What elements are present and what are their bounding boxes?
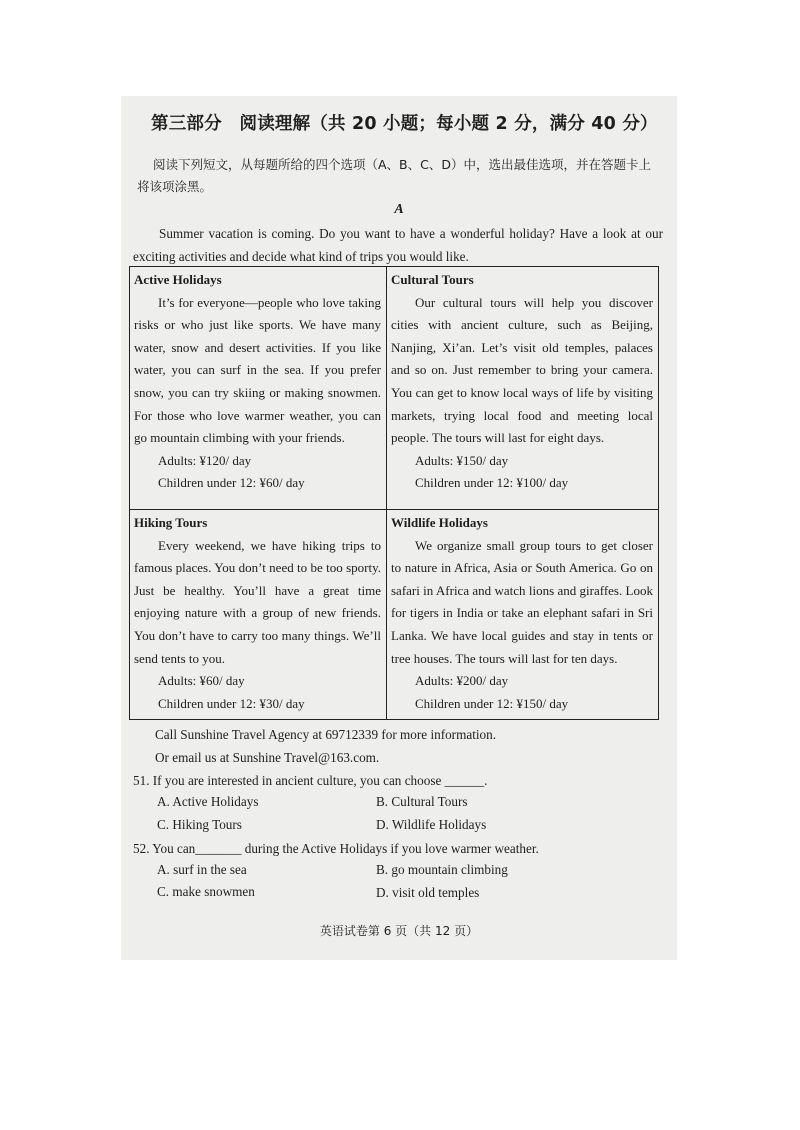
option-a: A. Active Holidays — [157, 794, 259, 809]
question-52 — [133, 838, 663, 860]
question-stem: 51. If you are interested in ancient culture, you can choose ______. — [133, 773, 488, 788]
box-hiking-tours — [130, 510, 386, 719]
box-wildlife-holidays — [387, 510, 658, 719]
price-adults: Adults: ¥200/ day — [415, 673, 509, 689]
option-a: A. surf in the sea — [157, 862, 247, 877]
contact-email: Or email us at Sunshine Travel@163.com. — [155, 749, 380, 765]
contact-phone: Call Sunshine Travel Agency at 69712339 for more information. — [155, 727, 496, 742]
instructions: 阅读下列短文，从每题所给的四个选项（A、B、C、D）中，选出最佳选项，并在答题卡上将该项涂黑。 — [137, 157, 651, 194]
box-body: It’s for everyone—people who love taking risks or who just like sports. We have many water, snow and desert activities. If you like water, you can surf in the sea. If you prefer snow, you can try skiing or making snowmen. For those who love warmer weather, you can go mountain climbing with your friends. — [134, 294, 381, 446]
contact-info — [133, 724, 663, 769]
activities-table — [129, 266, 659, 720]
box-body: Our cultural tours will help you discover cities with ancient culture, such as Beijing, Nanjing, Xi’an. Let’s visit old temples, palaces and so on. Just remember to bring your camera. You can get to know local ways of life by visiting markets, trying local food and meeting local people. The tours will last for eight days. — [391, 294, 653, 446]
box-title: Active Holidays — [134, 272, 222, 287]
question-stem: 52. You can_______ during the Active Holidays if you love warmer weather. — [133, 841, 539, 856]
price-children: Children under 12: ¥150/ day — [415, 695, 569, 711]
price-children: Children under 12: ¥100/ day — [415, 475, 569, 491]
option-c: C. Hiking Tours — [157, 817, 242, 832]
box-cultural-tours — [387, 267, 658, 509]
box-title: Wildlife Holidays — [391, 515, 488, 530]
option-c: C. make snowmen — [157, 884, 255, 899]
box-body: Every weekend, we have hiking trips to famous places. You don’t need to be too sporty. Just be healthy. You’ll have a great time enjoying nature with a group of new friends. You don’t have to carry too many things. We’ll send tents to you. — [134, 537, 381, 666]
option-d: D. Wildlife Holidays — [376, 817, 487, 832]
passage-label: A — [394, 202, 404, 217]
exam-page — [121, 96, 677, 960]
question-51 — [133, 770, 663, 792]
section-title: 第三部分 阅读理解（共 20 小题；每小题 2 分，满分 40 分） — [151, 114, 658, 134]
price-children: Children under 12: ¥30/ day — [158, 695, 305, 711]
price-adults: Adults: ¥60/ day — [158, 673, 245, 689]
price-children: Children under 12: ¥60/ day — [158, 475, 305, 491]
box-title: Hiking Tours — [134, 515, 208, 530]
box-body: We organize small group tours to get closer to nature in Africa, Asia or South America. Go on safari in Africa and watch lions and giraffes. Look for tigers in India or take an elephant safari in Sri Lanka. We have local guides and stay in tents or tree houses. The tours will last for ten days. — [391, 537, 653, 666]
price-adults: Adults: ¥150/ day — [415, 452, 509, 468]
option-b: B. go mountain climbing — [376, 862, 508, 877]
box-title: Cultural Tours — [391, 272, 474, 287]
option-d: D. visit old temples — [376, 885, 480, 900]
page-footer: 英语试卷第 6 页（共 12 页） — [319, 924, 479, 938]
price-adults: Adults: ¥120/ day — [158, 452, 252, 468]
box-active-holidays — [130, 267, 386, 509]
option-b: B. Cultural Tours — [376, 794, 468, 809]
passage-intro: Summer vacation is coming. Do you want to have a wonderful holiday? Have a look at our exciting activities and decide what kind of trips you would like. — [133, 226, 663, 264]
